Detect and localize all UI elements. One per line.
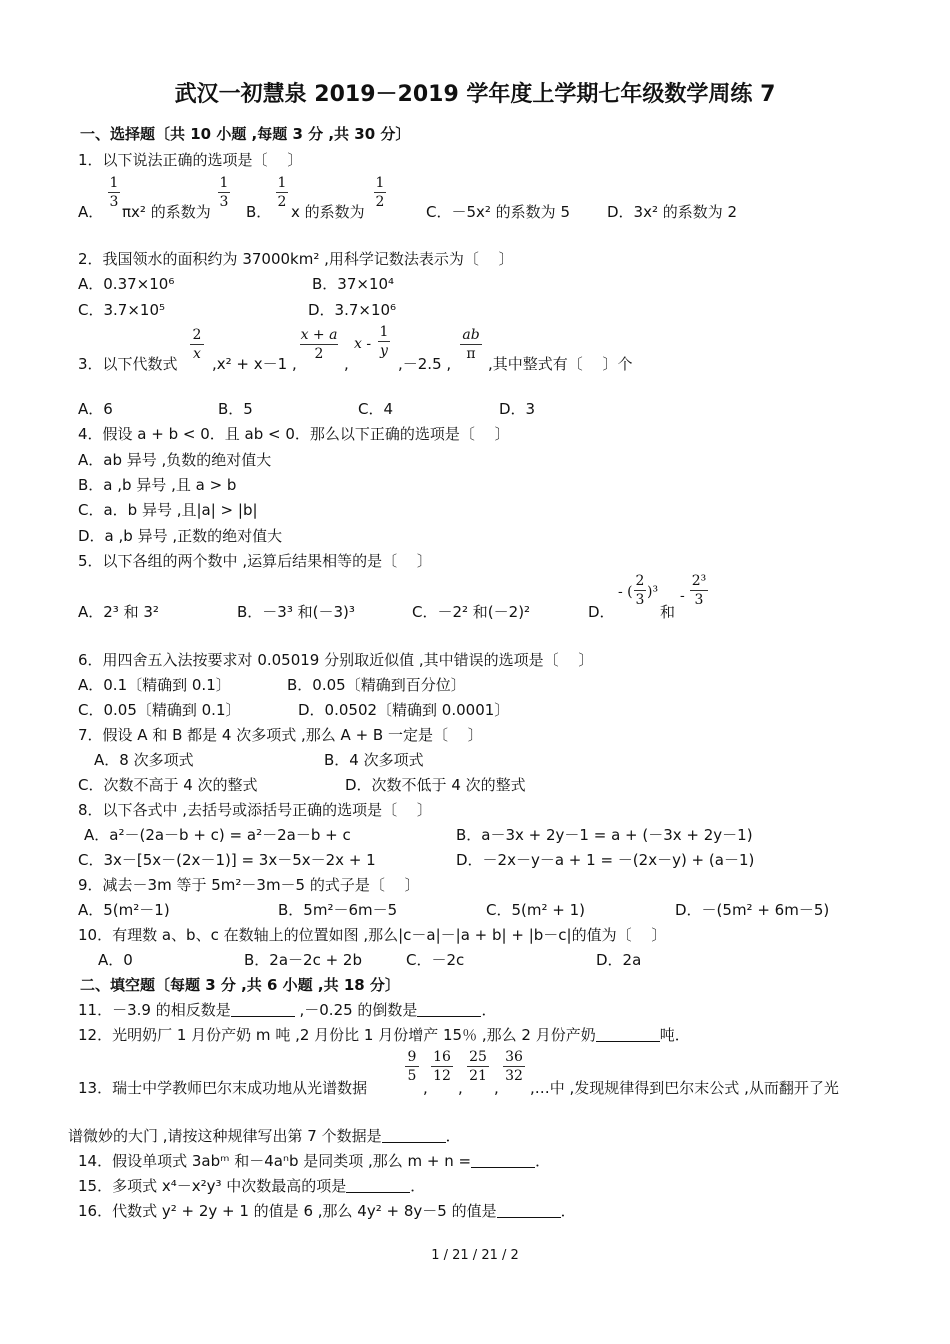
q1-option-c: C．－5x² 的系数为 5: [426, 203, 570, 221]
q13-fraction-16-12: 16 12: [431, 1049, 453, 1084]
q3-expr-decimal: ,－2.5 ,: [398, 355, 452, 373]
q2-stem: 2．我国领水的面积约为 37000km² ,用科学记数法表示为〔 〕: [78, 250, 514, 268]
q3-option-a: A．6: [78, 400, 113, 418]
q7-option-a: A．8 次多项式: [94, 751, 194, 769]
q15-blank[interactable]: [346, 1178, 410, 1193]
q9-stem: 9．减去－3m 等于 5m²－3m－5 的式子是〔 〕: [78, 876, 420, 894]
q6-option-d: D．0.0502〔精确到 0.0001〕: [298, 701, 510, 719]
q5-stem: 5．以下各组的两个数中 ,运算后结果相等的是〔 〕: [78, 552, 432, 570]
q12: 12．光明奶厂 1 月份产奶 m 吨 ,2 月份比 1 月份增产 15％ ,那么 2 月份产奶 吨．: [78, 1026, 690, 1044]
q1-b-answer-fraction: 1 2: [375, 175, 385, 210]
q3-comma: ,: [344, 355, 349, 373]
q3-fraction-1-over-y: 1 y: [379, 324, 389, 359]
q3-stem-suffix: ,其中整式有〔 〕个: [488, 355, 633, 373]
q7-option-b: B．4 次多项式: [324, 751, 424, 769]
q15: 15．多项式 x⁴－x²y³ 中次数最高的项是 ．: [78, 1177, 426, 1195]
q2-option-c: C．3.7×10⁵: [78, 301, 165, 319]
q2-option-b: B．37×10⁴: [312, 275, 395, 293]
q3-option-b: B．5: [218, 400, 253, 418]
q1-a-answer-fraction: 1 3: [219, 175, 229, 210]
q6-stem: 6．用四舍五入法按要求对 0.05019 分别取近似值 ,其中错误的选项是〔 〕: [78, 651, 594, 669]
q10-option-b: B．2a－2c + 2b: [244, 951, 362, 969]
q8-option-b: B．a－3x + 2y－1 = a + (－3x + 2y－1): [456, 826, 753, 844]
q3-option-d: D．3: [499, 400, 536, 418]
q16-blank[interactable]: [497, 1203, 561, 1218]
section-1-heading: 一、选择题〔共 10 小题 ,每题 3 分 ,共 30 分〕: [80, 125, 411, 143]
q1-option-b-text: x 的系数为: [291, 203, 365, 221]
q13-sep-3: ,: [494, 1079, 499, 1097]
q4-option-c: C．a．b 异号 ,且|a| > |b|: [78, 501, 258, 519]
q5-option-c: C．－2² 和(－2)²: [412, 603, 531, 621]
q7-stem: 7．假设 A 和 B 都是 4 次多项式 ,那么 A + B 一定是〔 〕: [78, 726, 483, 744]
page-footer: 1 / 21 / 21 / 2: [431, 1248, 519, 1263]
q6-option-b: B．0.05〔精确到百分位〕: [287, 676, 466, 694]
page-title: 武汉一初慧泉 2019－2019 学年度上学期七年级数学周练 7: [174, 82, 776, 107]
q10-option-d: D．2a: [596, 951, 642, 969]
q5-d-paren-cubed: )³: [647, 584, 659, 600]
q6-option-c: C．0.05〔精确到 0.1〕: [78, 701, 241, 719]
section-2-heading: 二、填空题〔每题 3 分 ,共 6 小题 ,共 18 分〕: [80, 976, 400, 994]
q3-fraction-x-plus-a: x + a 2: [300, 327, 338, 362]
q16: 16．代数式 y² + 2y + 1 的值是 6 ,那么 4y² + 8y－5 的值是 ．: [78, 1202, 576, 1220]
q9-option-c: C．5(m² + 1): [486, 901, 585, 919]
q9-option-d: D．－(5m² + 6m－5): [675, 901, 830, 919]
q5-d-fraction-2-3: 2 3: [635, 573, 645, 608]
q13-sep-1: ,: [423, 1079, 428, 1097]
q5-d-fraction-2cubed-3: 2³ 3: [691, 573, 707, 608]
q8-stem: 8．以下各式中 ,去括号或添括号正确的选项是〔 〕: [78, 801, 432, 819]
q5-d-minus: -: [680, 588, 685, 604]
q4-option-d: D．a ,b 异号 ,正数的绝对值大: [78, 527, 283, 545]
q1-a-fraction: 1 3: [109, 175, 119, 210]
q1-b-fraction: 1 2: [277, 175, 287, 210]
q11-blank-1[interactable]: [231, 1002, 295, 1017]
q10-option-a: A．0: [98, 951, 133, 969]
q3-fraction-2-over-x: 2 x: [190, 327, 204, 362]
q1-stem: 1．以下说法正确的选项是〔 〕: [78, 151, 303, 169]
q13-stem-prefix: 13．瑞士中学教师巴尔末成功地从光谱数据: [78, 1079, 368, 1097]
q4-stem: 4．假设 a + b < 0．且 ab < 0．那么以下正确的选项是〔 〕: [78, 425, 510, 443]
q1-option-d: D．3x² 的系数为 2: [607, 203, 738, 221]
q13-sep-2: ,: [458, 1079, 463, 1097]
q2-option-d: D．3.7×10⁶: [308, 301, 397, 319]
q10-stem: 10．有理数 a、b、c 在数轴上的位置如图 ,那么|c－a|－|a + b| + |b－c|的值为〔 〕: [78, 926, 667, 944]
q5-option-b: B．－3³ 和(－3)³: [237, 603, 355, 621]
q7-option-c: C．次数不高于 4 次的整式: [78, 776, 258, 794]
q2-option-a: A．0.37×10⁶: [78, 275, 175, 293]
q3-expr-polynomial: ,x² + x－1 ,: [212, 355, 297, 373]
q9-option-b: B．5m²－6m－5: [278, 901, 398, 919]
q13-line-2: 谱微妙的大门 ,请按这种规律写出第 7 个数据是 ．: [68, 1127, 461, 1145]
q5-d-minus-paren: - (: [618, 584, 633, 600]
q10-option-c: C．－2c: [406, 951, 465, 969]
q3-option-c: C．4: [358, 400, 394, 418]
q8-option-c: C．3x－[5x－(2x－1)] = 3x－5x－2x + 1: [78, 851, 376, 869]
q6-option-a: A．0.1〔精确到 0.1〕: [78, 676, 231, 694]
q14-blank[interactable]: [471, 1153, 535, 1168]
q14: 14．假设单项式 3abᵐ 和－4aⁿb 是同类项 ,那么 m + n = ．: [78, 1152, 551, 1170]
q3-fraction-ab-over-pi: ab π: [460, 327, 482, 362]
q3-x-minus: x -: [354, 336, 372, 352]
q8-option-a: A．a²－(2a－b + c) = a²－2a－b + c: [84, 826, 351, 844]
q1-option-b-prefix: B．: [246, 203, 272, 221]
q7-option-d: D．次数不低于 4 次的整式: [345, 776, 526, 794]
q5-option-a: A．2³ 和 3²: [78, 603, 159, 621]
q13-blank[interactable]: [382, 1128, 446, 1143]
q4-option-b: B．a ,b 异号 ,且 a > b: [78, 476, 237, 494]
q5-option-d-prefix: D．: [588, 603, 615, 621]
q9-option-a: A．5(m²－1): [78, 901, 170, 919]
q13-fraction-9-5: 9 5: [405, 1049, 419, 1084]
q4-option-a: A．ab 异号 ,负数的绝对值大: [78, 451, 272, 469]
q13-fraction-25-21: 25 21: [467, 1049, 489, 1084]
q1-option-a-prefix: A．: [78, 203, 104, 221]
q1-option-a-text: πx² 的系数为: [122, 203, 211, 221]
q12-blank[interactable]: [596, 1027, 660, 1042]
q8-option-d: D．－2x－y－a + 1 = －(2x－y) + (a－1): [456, 851, 755, 869]
q13-stem-suffix: ,…中 ,发现规律得到巴尔末公式 ,从而翻开了光: [530, 1079, 839, 1097]
q5-d-and: 和: [660, 603, 676, 621]
q11: 11．－3.9 的相反数是 ,－0.25 的倒数是 ．: [78, 1001, 497, 1019]
q13-fraction-36-32: 36 32: [503, 1049, 525, 1084]
q3-stem-prefix: 3．以下代数式: [78, 355, 178, 373]
q11-blank-2[interactable]: [417, 1002, 481, 1017]
